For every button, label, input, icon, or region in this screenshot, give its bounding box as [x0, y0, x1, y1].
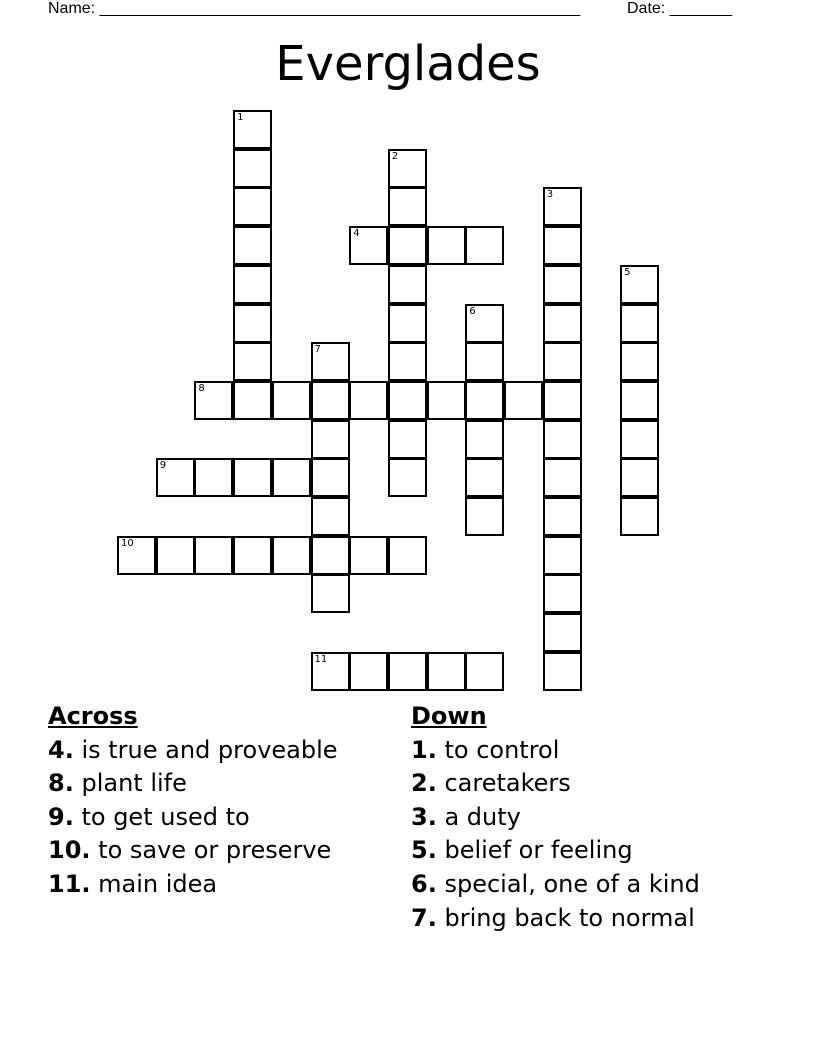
- grid-cell[interactable]: [272, 381, 311, 420]
- grid-cell[interactable]: [117, 536, 156, 575]
- clue-number: 5.: [411, 836, 437, 865]
- clue-text: to get used to: [81, 802, 250, 831]
- clue-text: bring back to normal: [444, 903, 695, 932]
- grid-cell[interactable]: [388, 458, 427, 497]
- clue-down-3: [411, 801, 771, 835]
- grid-cell[interactable]: [349, 536, 388, 575]
- grid-cell[interactable]: [311, 574, 350, 613]
- grid-cell[interactable]: [620, 458, 659, 497]
- clue-number: 3.: [411, 802, 437, 831]
- clue-across-11: [48, 868, 388, 902]
- grid-cell[interactable]: [388, 536, 427, 575]
- clue-down-7: [411, 902, 771, 936]
- clue-number-label: 11: [314, 653, 328, 665]
- date-field[interactable]: Date: _______: [627, 0, 732, 17]
- clue-number: 6.: [411, 869, 437, 898]
- page-title: Everglades: [275, 36, 541, 92]
- grid-cell[interactable]: [465, 342, 504, 381]
- clue-down-1: [411, 734, 771, 768]
- grid-cell[interactable]: [620, 304, 659, 343]
- clue-number-label: 10: [121, 537, 134, 549]
- clue-down-6: [411, 868, 771, 902]
- grid-cell[interactable]: [543, 420, 582, 459]
- name-field[interactable]: Name: ______________________________________________________: [48, 0, 581, 17]
- clue-number: 2.: [411, 769, 437, 798]
- clue-number-label: 4: [353, 228, 360, 240]
- grid-cell[interactable]: [311, 381, 350, 420]
- clue-text: to save or preserve: [98, 836, 332, 865]
- grid-cell[interactable]: [543, 458, 582, 497]
- grid-cell[interactable]: [233, 342, 272, 381]
- grid-cell[interactable]: [388, 304, 427, 343]
- grid-cell[interactable]: [233, 187, 272, 226]
- clue-down-2: [411, 767, 771, 801]
- clue-down-5: [411, 834, 771, 868]
- grid-cell[interactable]: [465, 497, 504, 536]
- grid-cell[interactable]: [620, 420, 659, 459]
- grid-cell[interactable]: [620, 342, 659, 381]
- grid-cell[interactable]: [388, 381, 427, 420]
- grid-cell[interactable]: [233, 149, 272, 188]
- grid-cell[interactable]: [194, 381, 233, 420]
- grid-cell[interactable]: [156, 536, 195, 575]
- clue-number-label: 7: [314, 344, 321, 356]
- grid-cell[interactable]: [543, 304, 582, 343]
- grid-cell[interactable]: [543, 613, 582, 652]
- clue-number-label: 9: [159, 460, 167, 472]
- clue-text: belief or feeling: [444, 836, 633, 865]
- grid-cell[interactable]: [272, 536, 311, 575]
- across-clues: [48, 700, 388, 902]
- clue-across-4: [48, 734, 388, 768]
- clue-number-label: 3: [546, 189, 554, 201]
- grid-cell[interactable]: [543, 265, 582, 304]
- grid-cell[interactable]: [388, 187, 427, 226]
- clue-text: plant life: [81, 769, 187, 798]
- clue-number: 11.: [48, 869, 91, 898]
- grid-cell[interactable]: [465, 304, 504, 343]
- grid-cell[interactable]: [233, 226, 272, 265]
- grid-cell[interactable]: [465, 381, 504, 420]
- grid-cell[interactable]: [427, 652, 466, 691]
- grid-cell[interactable]: [388, 226, 427, 265]
- grid-cell[interactable]: [233, 304, 272, 343]
- clue-across-9: [48, 801, 388, 835]
- grid-cell[interactable]: [465, 420, 504, 459]
- clue-across-8: [48, 767, 388, 801]
- grid-cell[interactable]: [620, 381, 659, 420]
- grid-cell[interactable]: [388, 265, 427, 304]
- grid-cell[interactable]: [543, 536, 582, 575]
- grid-cell[interactable]: [349, 226, 388, 265]
- clue-text: special, one of a kind: [444, 869, 700, 898]
- clue-text: caretakers: [444, 769, 571, 798]
- clue-across-10: [48, 834, 388, 868]
- clue-number-label: 2: [391, 150, 399, 162]
- clue-number: 9.: [48, 802, 74, 831]
- grid-cell[interactable]: [465, 458, 504, 497]
- clue-number: 4.: [48, 735, 74, 764]
- grid-cell[interactable]: [388, 420, 427, 459]
- grid-cell[interactable]: [388, 652, 427, 691]
- grid-cell[interactable]: [233, 110, 272, 149]
- clue-text: is true and proveable: [81, 735, 338, 764]
- clue-number: 1.: [411, 735, 437, 764]
- grid-cell[interactable]: [543, 226, 582, 265]
- grid-cell[interactable]: [543, 187, 582, 226]
- grid-cell[interactable]: [427, 381, 466, 420]
- clue-text: main idea: [98, 869, 218, 898]
- clue-number: 7.: [411, 903, 437, 932]
- down-heading: Down: [411, 702, 487, 730]
- grid-cell[interactable]: [349, 652, 388, 691]
- grid-cell[interactable]: [272, 458, 311, 497]
- clue-number-label: 1: [237, 112, 244, 123]
- grid-cell[interactable]: [311, 497, 350, 536]
- clue-number: 8.: [48, 769, 74, 798]
- grid-cell[interactable]: [233, 381, 272, 420]
- grid-cell[interactable]: [311, 342, 350, 381]
- grid-cell[interactable]: [311, 458, 350, 497]
- grid-cell[interactable]: [543, 497, 582, 536]
- grid-cell[interactable]: [349, 381, 388, 420]
- clue-text: a duty: [444, 802, 521, 831]
- down-clues: [411, 700, 771, 935]
- grid-cell[interactable]: [156, 458, 195, 497]
- grid-cell[interactable]: [388, 342, 427, 381]
- grid-cell[interactable]: [233, 458, 272, 497]
- grid-cell[interactable]: [620, 497, 659, 536]
- grid-cell[interactable]: [543, 342, 582, 381]
- clue-number: 10.: [48, 836, 91, 865]
- grid-cell[interactable]: [311, 536, 350, 575]
- grid-cell[interactable]: [233, 265, 272, 304]
- grid-cell[interactable]: [311, 420, 350, 459]
- grid-cell[interactable]: [427, 226, 466, 265]
- grid-cell[interactable]: [543, 652, 582, 691]
- grid-cell[interactable]: [194, 536, 233, 575]
- grid-cell[interactable]: [465, 652, 504, 691]
- clue-number-label: 8: [198, 382, 205, 394]
- grid-cell[interactable]: [233, 536, 272, 575]
- across-heading: Across: [48, 702, 138, 730]
- grid-cell[interactable]: [543, 381, 582, 420]
- grid-cell[interactable]: [465, 226, 504, 265]
- clue-number-label: 5: [624, 266, 631, 278]
- grid-cell[interactable]: [504, 381, 543, 420]
- clue-text: to control: [444, 735, 560, 764]
- grid-cell[interactable]: [194, 458, 233, 497]
- grid-cell[interactable]: [543, 574, 582, 613]
- clue-number-label: 6: [469, 305, 476, 317]
- grid-cell[interactable]: [311, 652, 350, 691]
- grid-cell[interactable]: [620, 265, 659, 304]
- grid-cell[interactable]: [388, 149, 427, 188]
